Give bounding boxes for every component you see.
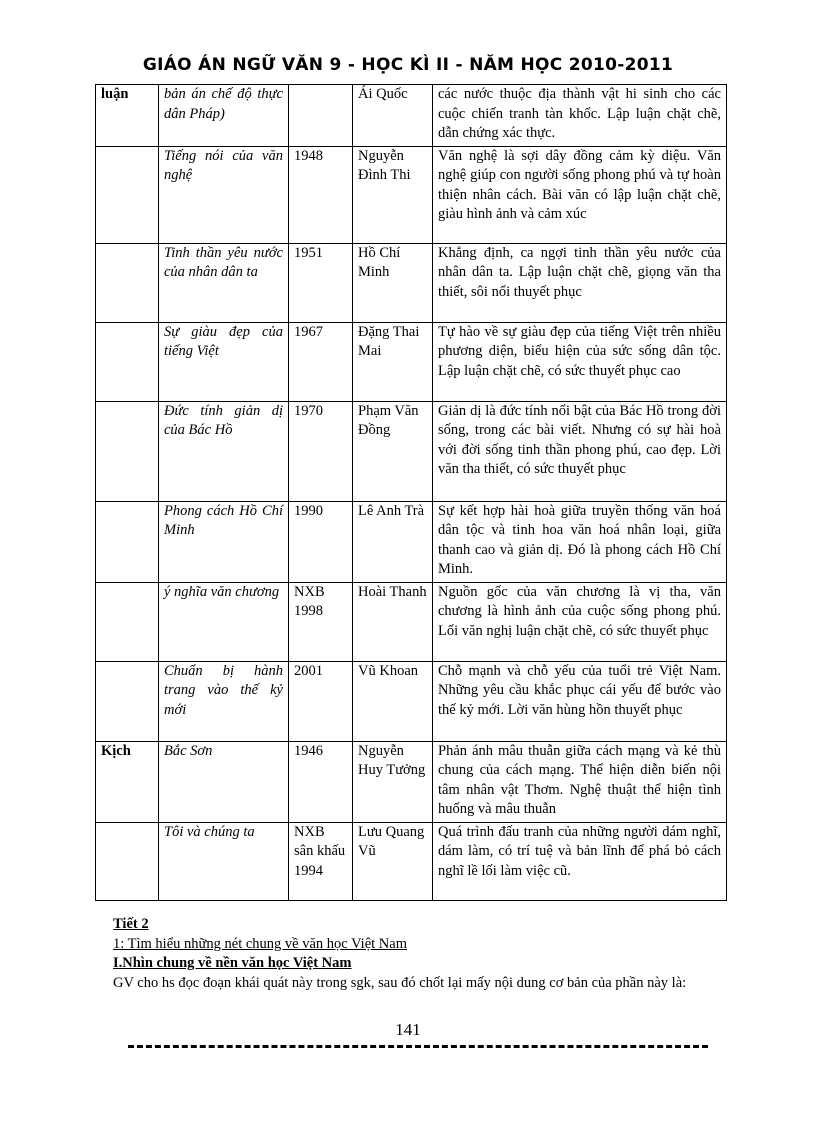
work-cell: Đức tính giản dị của Bác Hồ bbox=[159, 401, 289, 501]
author-cell: Nguyễn Huy Tưởng bbox=[353, 741, 433, 822]
section-paragraph: GV cho hs đọc đoạn khái quát này trong sgk, sau đó chốt lại mấy nội dung cơ bản của phần này là: bbox=[113, 974, 687, 991]
work-cell: Tiếng nói của văn nghệ bbox=[159, 146, 289, 243]
year-cell: 1970 bbox=[289, 401, 353, 501]
page-number: 141 bbox=[395, 1020, 421, 1039]
author-cell: Đặng Thai Mai bbox=[353, 322, 433, 401]
work-cell: ý nghĩa văn chương bbox=[159, 582, 289, 661]
work-cell: Tôi và chúng ta bbox=[159, 822, 289, 900]
content-cell: Chỗ mạnh và chỗ yếu của tuổi trẻ Việt Nam. Những yêu cầu khắc phục cái yếu để bước vào thế kỷ mới. Lời văn hùng hồn thuyết phục bbox=[433, 661, 727, 741]
table-row bbox=[96, 582, 727, 661]
content-cell: Sự kết hợp hài hoà giữa truyền thống văn hoá dân tộc và tinh hoa văn hoá nhân loại, giữa thanh cao và giản dị. Đó là phong cách Hồ Chí Minh. bbox=[433, 501, 727, 582]
table-row bbox=[96, 661, 727, 741]
work-cell: Tinh thần yêu nước của nhân dân ta bbox=[159, 243, 289, 322]
content-cell: Văn nghệ là sợi dây đồng cảm kỳ diệu. Văn nghệ giúp con người sống phong phú và tự hoàn thiện nhân cách. Bài văn có lập luận chặt chẽ, giàu hình ảnh và cảm xúc bbox=[433, 146, 727, 243]
author-cell: Vũ Khoan bbox=[353, 661, 433, 741]
work-cell: Phong cách Hồ Chí Minh bbox=[159, 501, 289, 582]
year-cell: 1951 bbox=[289, 243, 353, 322]
year-cell: NXB sân khấu 1994 bbox=[289, 822, 353, 900]
year-cell: NXB 1998 bbox=[289, 582, 353, 661]
table-row bbox=[96, 401, 727, 501]
literature-table bbox=[95, 84, 727, 901]
table-row bbox=[96, 243, 727, 322]
content-cell: Giản dị là đức tính nổi bật của Bác Hồ trong đời sống, trong các bài viết. Nhưng có sự hài hoà với đời sống tinh thần phong phú, cao đẹp. Lời văn tha thiết, có sức thuyết phục bbox=[433, 401, 727, 501]
content-cell: Phản ánh mâu thuẫn giữa cách mạng và kẻ thù chung của cách mạng. Thể hiện diễn biến nội tâm nhân vật Thơm. Nghệ thuật thể hiện tình huống và mâu thuẫn bbox=[433, 741, 727, 822]
work-cell: Bắc Sơn bbox=[159, 741, 289, 822]
lesson-title: Tiết 2 bbox=[113, 916, 149, 932]
author-cell: Phạm Văn Đồng bbox=[353, 401, 433, 501]
author-cell: Hồ Chí Minh bbox=[353, 243, 433, 322]
author-cell: Nguyễn Đình Thi bbox=[353, 146, 433, 243]
year-cell: 2001 bbox=[289, 661, 353, 741]
table-row bbox=[96, 322, 727, 401]
work-cell: Chuẩn bị hành trang vào thế kỷ mới bbox=[159, 661, 289, 741]
year-cell: 1990 bbox=[289, 501, 353, 582]
genre-cell bbox=[96, 822, 159, 900]
content-cell: Quá trình đấu tranh của những người dám nghĩ, dám làm, có trí tuệ và bản lĩnh để phá bỏ cách nghĩ lề lối làm việc cũ. bbox=[433, 822, 727, 900]
table-row bbox=[96, 501, 727, 582]
author-cell: Lê Anh Trà bbox=[353, 501, 433, 582]
table-row bbox=[96, 741, 727, 822]
author-cell: Hoài Thanh bbox=[353, 582, 433, 661]
genre-cell bbox=[96, 582, 159, 661]
genre-cell bbox=[96, 401, 159, 501]
genre-cell: Kịch bbox=[96, 741, 159, 822]
genre-cell bbox=[96, 243, 159, 322]
year-cell: 1948 bbox=[289, 146, 353, 243]
year-cell: 1967 bbox=[289, 322, 353, 401]
lesson-subtitle: 1: Tìm hiểu những nét chung về văn học Việt Nam bbox=[113, 935, 407, 952]
content-cell: Tự hào về sự giàu đẹp của tiếng Việt trên nhiều phương diện, biểu hiện của sức sống dân tộc. Lập luận chặt chẽ, có sức thuyết phục cao bbox=[433, 322, 727, 401]
year-cell bbox=[289, 85, 353, 147]
work-cell: Sự giàu đẹp của tiếng Việt bbox=[159, 322, 289, 401]
table-row bbox=[96, 85, 727, 147]
content-cell: Khẳng định, ca ngợi tinh thần yêu nước của nhân dân ta. Lập luận chặt chẽ, giọng văn tha thiết, sôi nổi thuyết phục bbox=[433, 243, 727, 322]
genre-cell: luận bbox=[96, 85, 159, 147]
table-row bbox=[96, 822, 727, 900]
content-cell: các nước thuộc địa thành vật hi sinh cho các cuộc chiến tranh tàn khốc. Lập luận chặt chẽ, dẫn chứng xác thực. bbox=[433, 85, 727, 147]
lesson-section bbox=[113, 915, 739, 993]
genre-cell bbox=[96, 146, 159, 243]
table-row bbox=[96, 146, 727, 243]
page-header: GIÁO ÁN NGỮ VĂN 9 - HỌC KÌ II - NĂM HỌC 2010-2011 bbox=[142, 55, 674, 75]
year-cell: 1946 bbox=[289, 741, 353, 822]
genre-cell bbox=[96, 661, 159, 741]
work-cell: bản án chế độ thực dân Pháp) bbox=[159, 85, 289, 147]
content-cell: Nguồn gốc của văn chương là vị tha, văn chương là hình ảnh của cuộc sống phong phú. Lối văn nghị luận chặt chẽ, có sức thuyết phục bbox=[433, 582, 727, 661]
genre-cell bbox=[96, 322, 159, 401]
author-cell: Lưu Quang Vũ bbox=[353, 822, 433, 900]
footer-dash-line bbox=[128, 1045, 708, 1052]
author-cell: Ái Quốc bbox=[353, 85, 433, 147]
genre-cell bbox=[96, 501, 159, 582]
section-heading: I.Nhìn chung về nền văn học Việt Nam bbox=[113, 955, 352, 971]
